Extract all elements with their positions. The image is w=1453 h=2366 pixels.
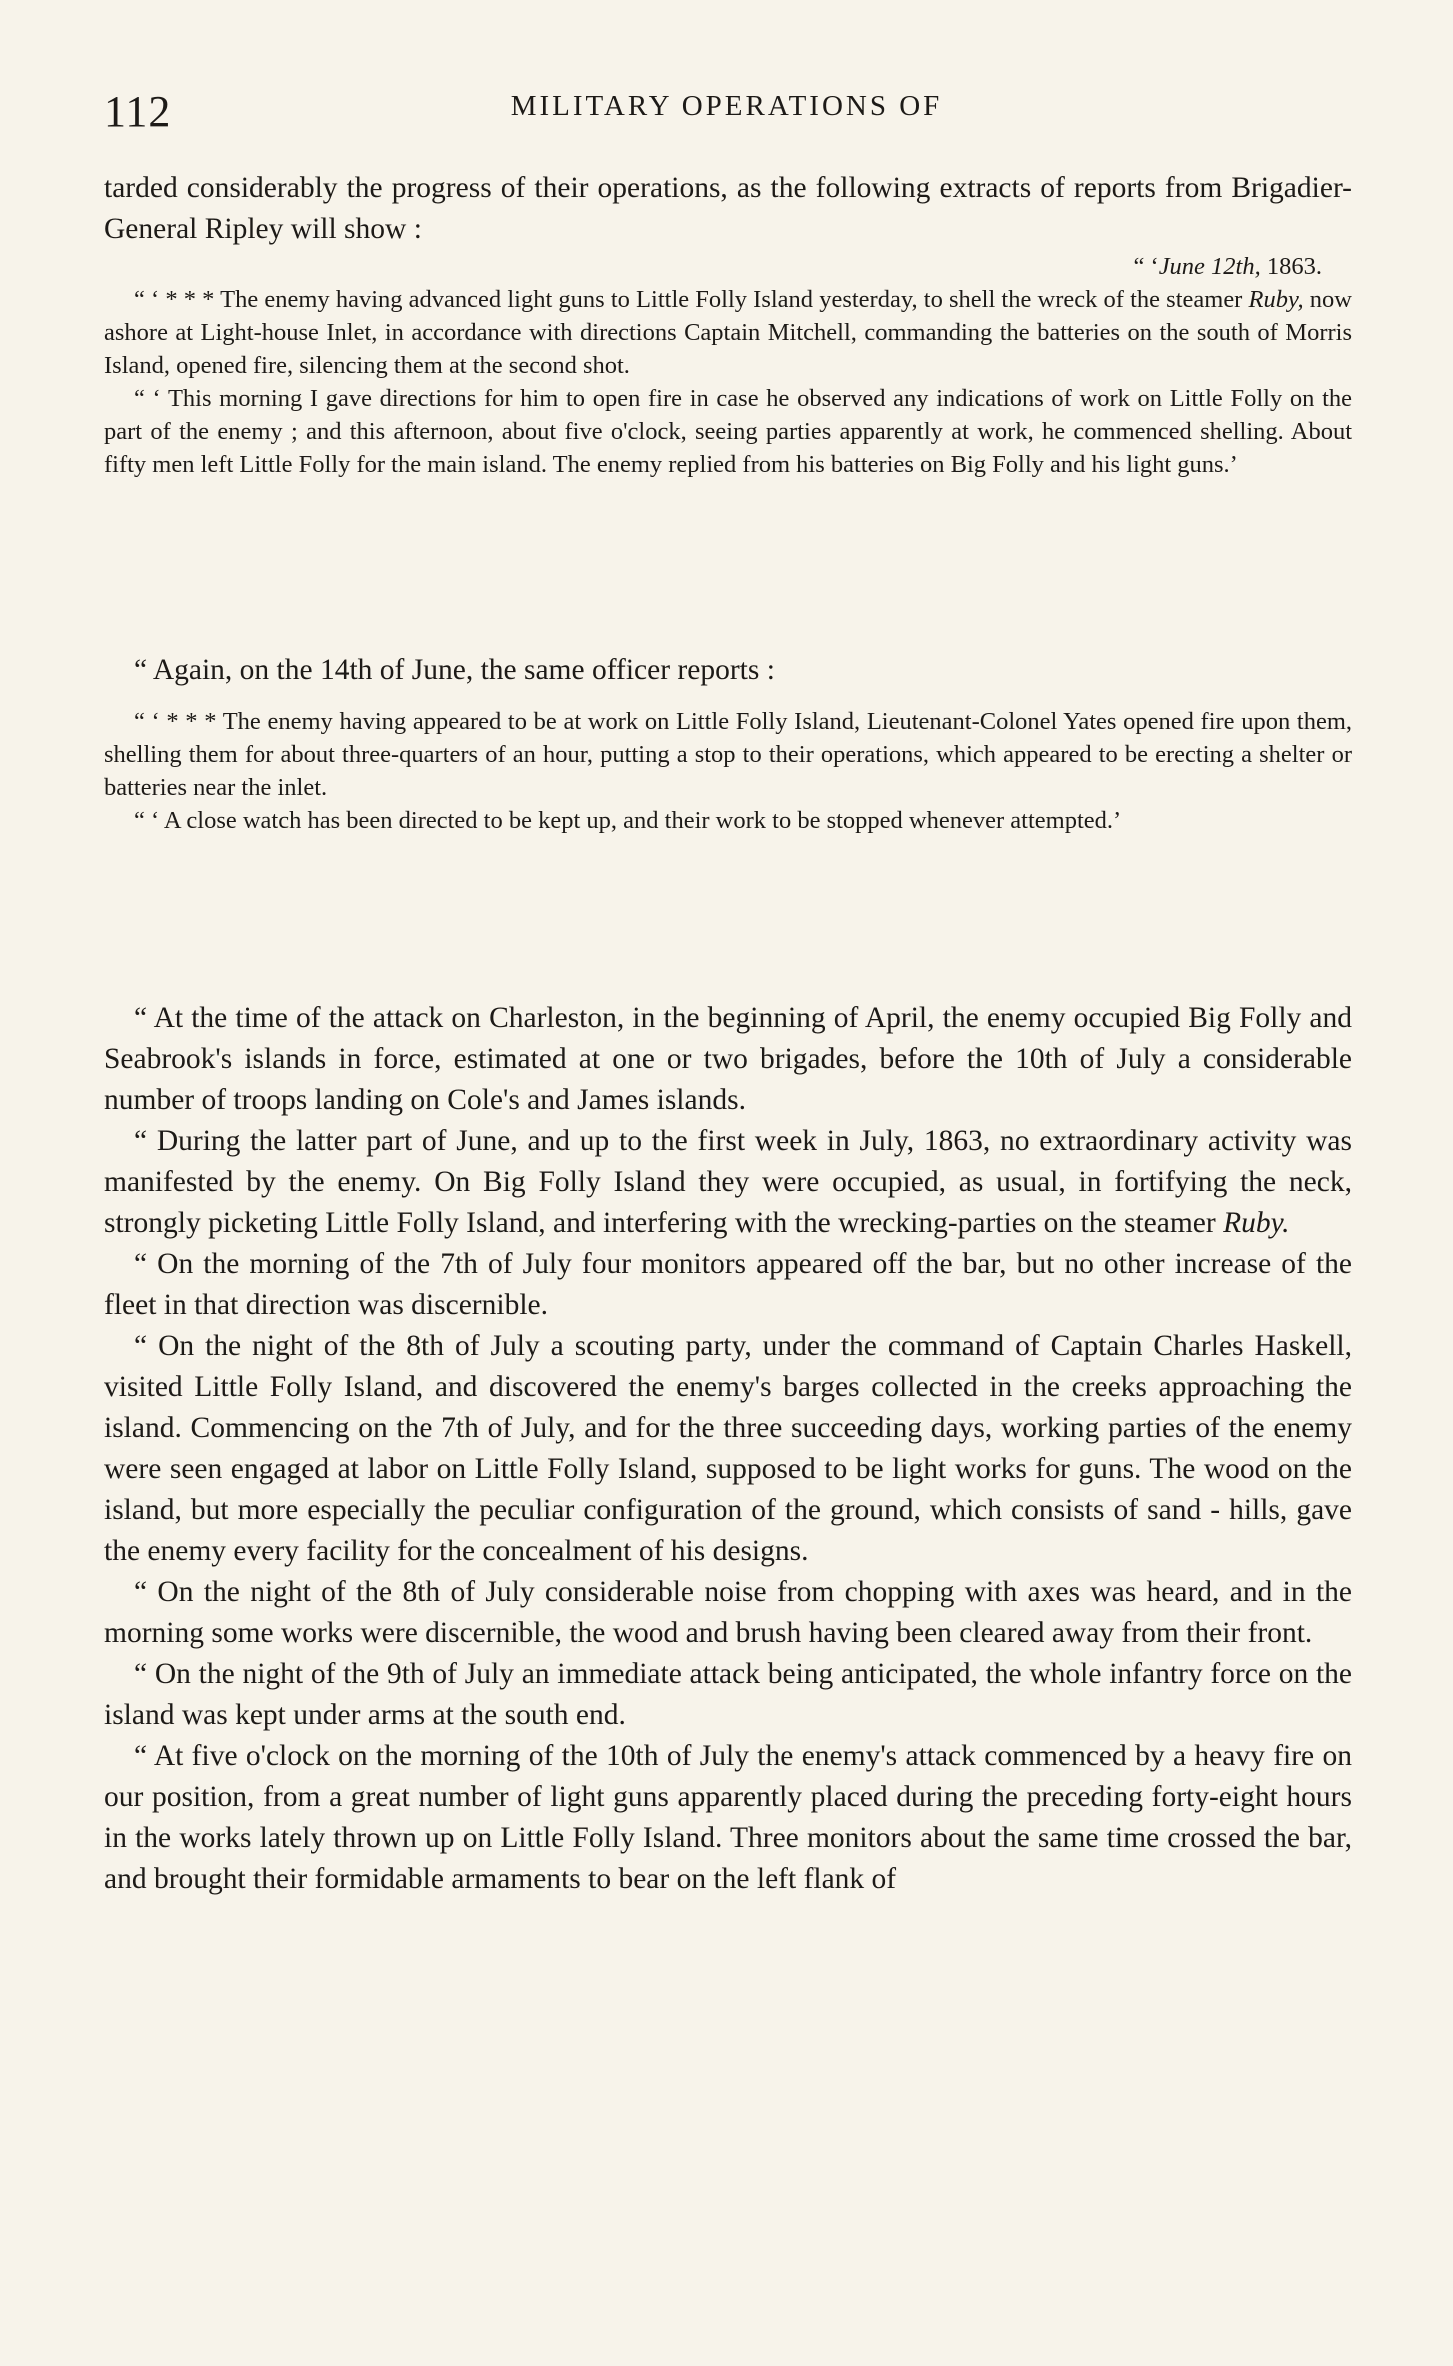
text-block-narrative <box>104 998 1352 1900</box>
quoted-report-paragraph: “ ‘ A close watch has been directed to be kept up, and their work to be stopped whenever attempted.’ <box>134 807 1122 834</box>
dateline-june-12: “ ‘June 12th, 1863. <box>1133 253 1322 280</box>
quoted-report-paragraph: “ ‘ * * * The enemy having appeared to be at work on Little Folly Island, Lieutenant-Colonel Yates opened fire upon them, shelling them for about three-quarters of an hour, putting a stop to their operations, which appeared to be erecting a shelter or batteries near the inlet. <box>104 708 1352 801</box>
narrative-paragraph: “ At the time of the attack on Charleston, in the beginning of April, the enemy occupied Big Folly and Seabrook's islands in force, estimated at one or two brigades, before the 10th of July a considerable number of troops landing on Cole's and James islands. <box>104 1002 1352 1116</box>
page-header <box>0 86 1453 146</box>
running-head: MILITARY OPERATIONS OF <box>510 90 943 122</box>
narrative-paragraph: “ On the night of the 9th of July an immediate attack being anticipated, the whole infantry force on the island was kept under arms at the south end. <box>104 1658 1352 1731</box>
quoted-report-paragraph: “ ‘ This morning I gave directions for him to open fire in case he observed any indications of work on Little Folly on the part of the enemy ; and this afternoon, about five o'clock, seeing parties apparently at work, he commenced shelling. About fifty men left Little Folly for the main island. The enemy replied from his batteries on Big Folly and his light guns.’ <box>104 385 1352 478</box>
quoted-report-paragraph: “ ‘ * * * The enemy having advanced light guns to Little Folly Island yesterday, to shell the wreck of the steamer Ruby, now ashore at Light-house Inlet, in accordance with directions Captain Mitchell, commanding the batteries on the south of Morris Island, opened fire, silencing them at the second shot. <box>104 286 1352 379</box>
page-number: 112 <box>104 87 172 136</box>
narrative-paragraph: “ At five o'clock on the morning of the 10th of July the enemy's attack commenced by a heavy fire on our position, from a great number of light guns apparently placed during the preceding forty-eight hours in the works lately thrown up on Little Folly Island. Three monitors about the same time crossed the bar, and brought their formidable armaments to bear on the left flank of <box>104 1740 1352 1895</box>
intro-paragraph: tarded considerably the progress of their operations, as the following extracts of reports from Brigadier-General Ripley will show : <box>104 172 1352 245</box>
text-block-ripley-june-14 <box>104 650 1352 837</box>
narrative-paragraph: “ On the night of the 8th of July a scouting party, under the command of Captain Charles Haskell, visited Little Folly Island, and discovered the enemy's barges collected in the creeks approaching the island. Commencing on the 7th of July, and for the three succeeding days, working parties of the enemy were seen engaged at labor on Little Folly Island, supposed to be light works for guns. The wood on the island, but more especially the peculiar configuration of the ground, which consists of sand - hills, gave the enemy every facility for the concealment of his designs. <box>104 1330 1352 1567</box>
narrative-paragraph: “ On the night of the 8th of July considerable noise from chopping with axes was heard, and in the morning some works were discernible, the wood and brush having been cleared away from their front. <box>104 1576 1352 1649</box>
text-block-ripley-june-12 <box>104 168 1352 481</box>
intro-paragraph: “ Again, on the 14th of June, the same officer reports : <box>134 654 775 686</box>
narrative-paragraph: “ During the latter part of June, and up to the first week in July, 1863, no extraordinary activity was manifested by the enemy. On Big Folly Island they were occupied, as usual, in fortifying the neck, strongly picketing Little Folly Island, and interfering with the wrecking-parties on the steamer Ruby. <box>104 1125 1352 1239</box>
narrative-paragraph: “ On the morning of the 7th of July four monitors appeared off the bar, but no other increase of the fleet in that direction was discernible. <box>104 1248 1352 1321</box>
